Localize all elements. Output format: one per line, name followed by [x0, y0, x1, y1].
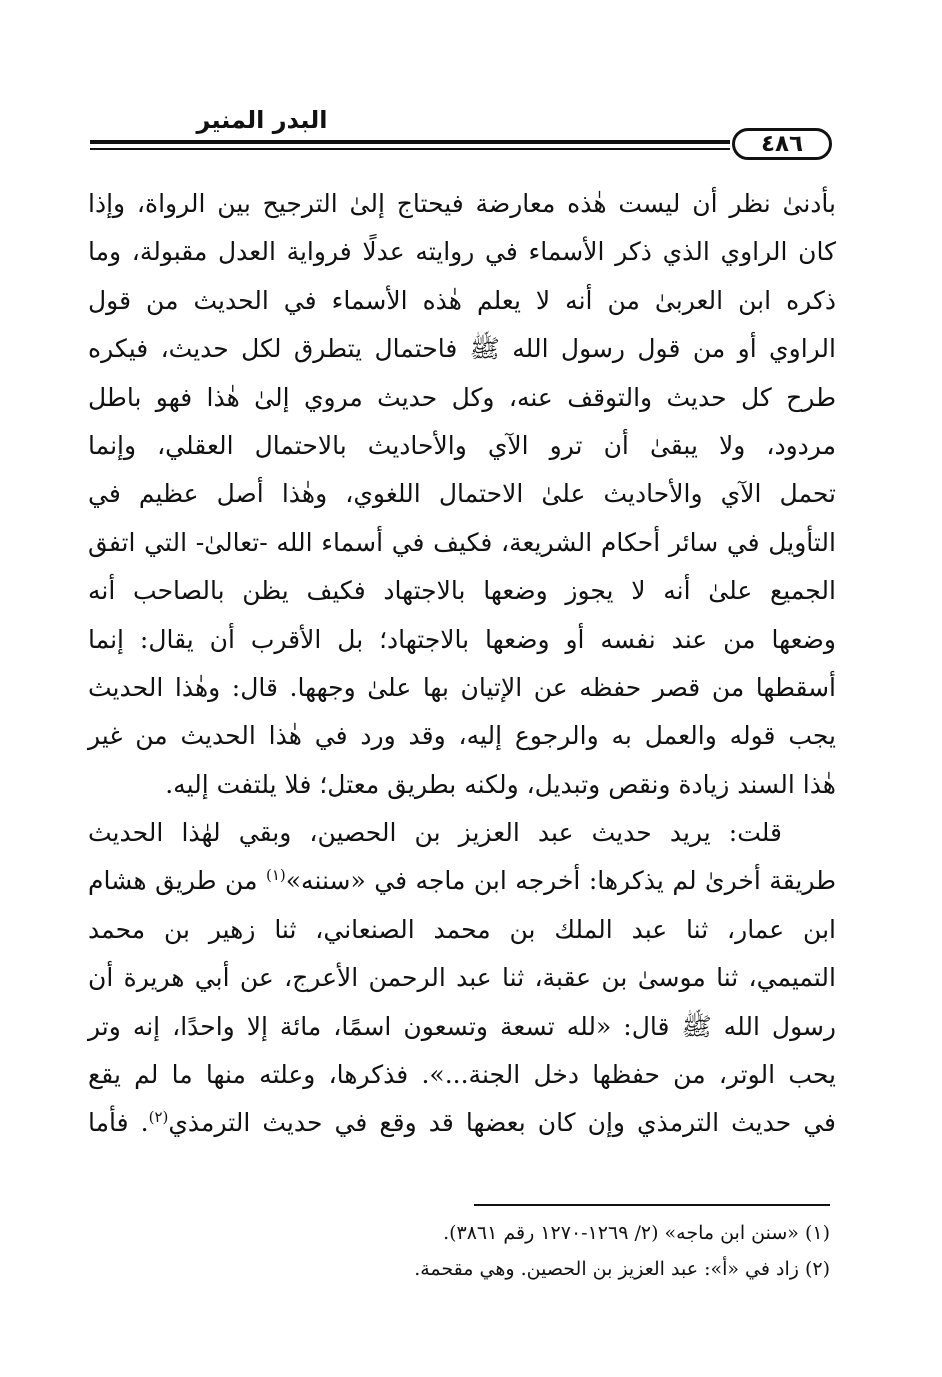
text-line: ذكره ابن العربىٰ من أنه لا يعلم هٰذه الأسماء في الحديث من قول [88, 285, 836, 315]
text-line-with-footnote [88, 857, 836, 905]
text-line: بأدنىٰ نظر أن ليست هٰذه معارضة فيحتاج إلىٰ الترجيح بين الرواة، وإذا [88, 189, 836, 218]
paragraph-end-line: هٰذا السند زيادة ونقص وتبديل، ولكنه بطريق معتل؛ فلا يلتفت إليه. [165, 769, 836, 799]
text-line: رسول الله ﷺ قال: «لله تسعة وتسعون اسمًا، مائة إلا واحدًا، إنه وتر [88, 1011, 836, 1041]
footnote-1: (١) «سنن ابن ماجه» (٢/ ١٢٦٩-١٢٧٠ رقم ٣٨٦١). [443, 1222, 830, 1244]
text-line: الجميع علىٰ أنه لا يجوز وضعها بالاجتهاد فكيف يظن بالصاحب أنه [88, 576, 836, 606]
page-header [90, 104, 832, 164]
footnotes [300, 1215, 830, 1287]
text-line: كان الراوي الذي ذكر الأسماء في روايته عدلًا فرواية العدل مقبولة، وما [88, 237, 836, 267]
header-rule [90, 140, 730, 144]
main-text [88, 180, 836, 1148]
text-line: تحمل الآي والأحاديث علىٰ الاحتمال اللغوي، وهٰذا أصل عظيم في [88, 479, 836, 509]
text-line: التأويل في سائر أحكام الشريعة، فكيف في أسماء الله -تعالىٰ- التي اتفق [88, 527, 836, 557]
text-line: يجب قوله والعمل به والرجوع إليه، وقد ورد في هٰذا الحديث من غير [88, 721, 836, 751]
text-line-with-footnote [88, 1099, 836, 1147]
footnote-marker: (١) [265, 866, 286, 885]
footnote-marker: (٢) [148, 1108, 169, 1127]
text-line: طرح كل حديث والتوقف عنه، وكل حديث مروي إلىٰ هٰذا فهو باطل [88, 382, 836, 412]
footnote-separator [474, 1204, 830, 1206]
text-line: ابن عمار، ثنا عبد الملك بن محمد الصنعاني، ثنا زهير بن محمد [88, 914, 836, 944]
header-rule-thin [90, 148, 730, 150]
line-text: . فأما [88, 1108, 149, 1138]
text-line: أسقطها من قصر حفظه عن الإتيان بها علىٰ وجهها. قال: وهٰذا الحديث [88, 672, 836, 702]
text-line: وضعها من عند نفسه أو وضعها بالاجتهاد؛ بل الأقرب أن يقال: إنما [88, 624, 836, 654]
text-line: التميمي، ثنا موسىٰ بن عقبة، ثنا عبد الرحمن الأعرج، عن أبي هريرة أن [88, 963, 836, 993]
running-title: البدر المنير [196, 106, 328, 134]
footnote-2: (٢) زاد في «أ»: عبد العزيز بن الحصين. وهي مقحمة. [414, 1258, 830, 1280]
line-text: من طريق هشام [88, 866, 266, 896]
line-text: في حديث الترمذي وإن كان بعضها قد وقع في حديث الترمذي [168, 1108, 836, 1138]
paragraph-start-line: قلت: يريد حديث عبد العزيز بن الحصين، وبقي لهٰذا الحديث [88, 818, 782, 848]
text-line: الراوي أو من قول رسول الله ﷺ فاحتمال يتطرق لكل حديث، فيكره [88, 334, 836, 364]
page-number: ٤٨٦ [732, 128, 832, 160]
text-line: مردود، ولا يبقىٰ أن ترو الآي والأحاديث بالاحتمال العقلي، وإنما [88, 430, 836, 460]
text-line: يحب الوتر، من حفظها دخل الجنة...». فذكرها، وعلته منها ما لم يقع [88, 1060, 836, 1090]
line-text: طريقة أخرىٰ لم يذكرها: أخرجه ابن ماجه في «سننه» [285, 866, 837, 896]
